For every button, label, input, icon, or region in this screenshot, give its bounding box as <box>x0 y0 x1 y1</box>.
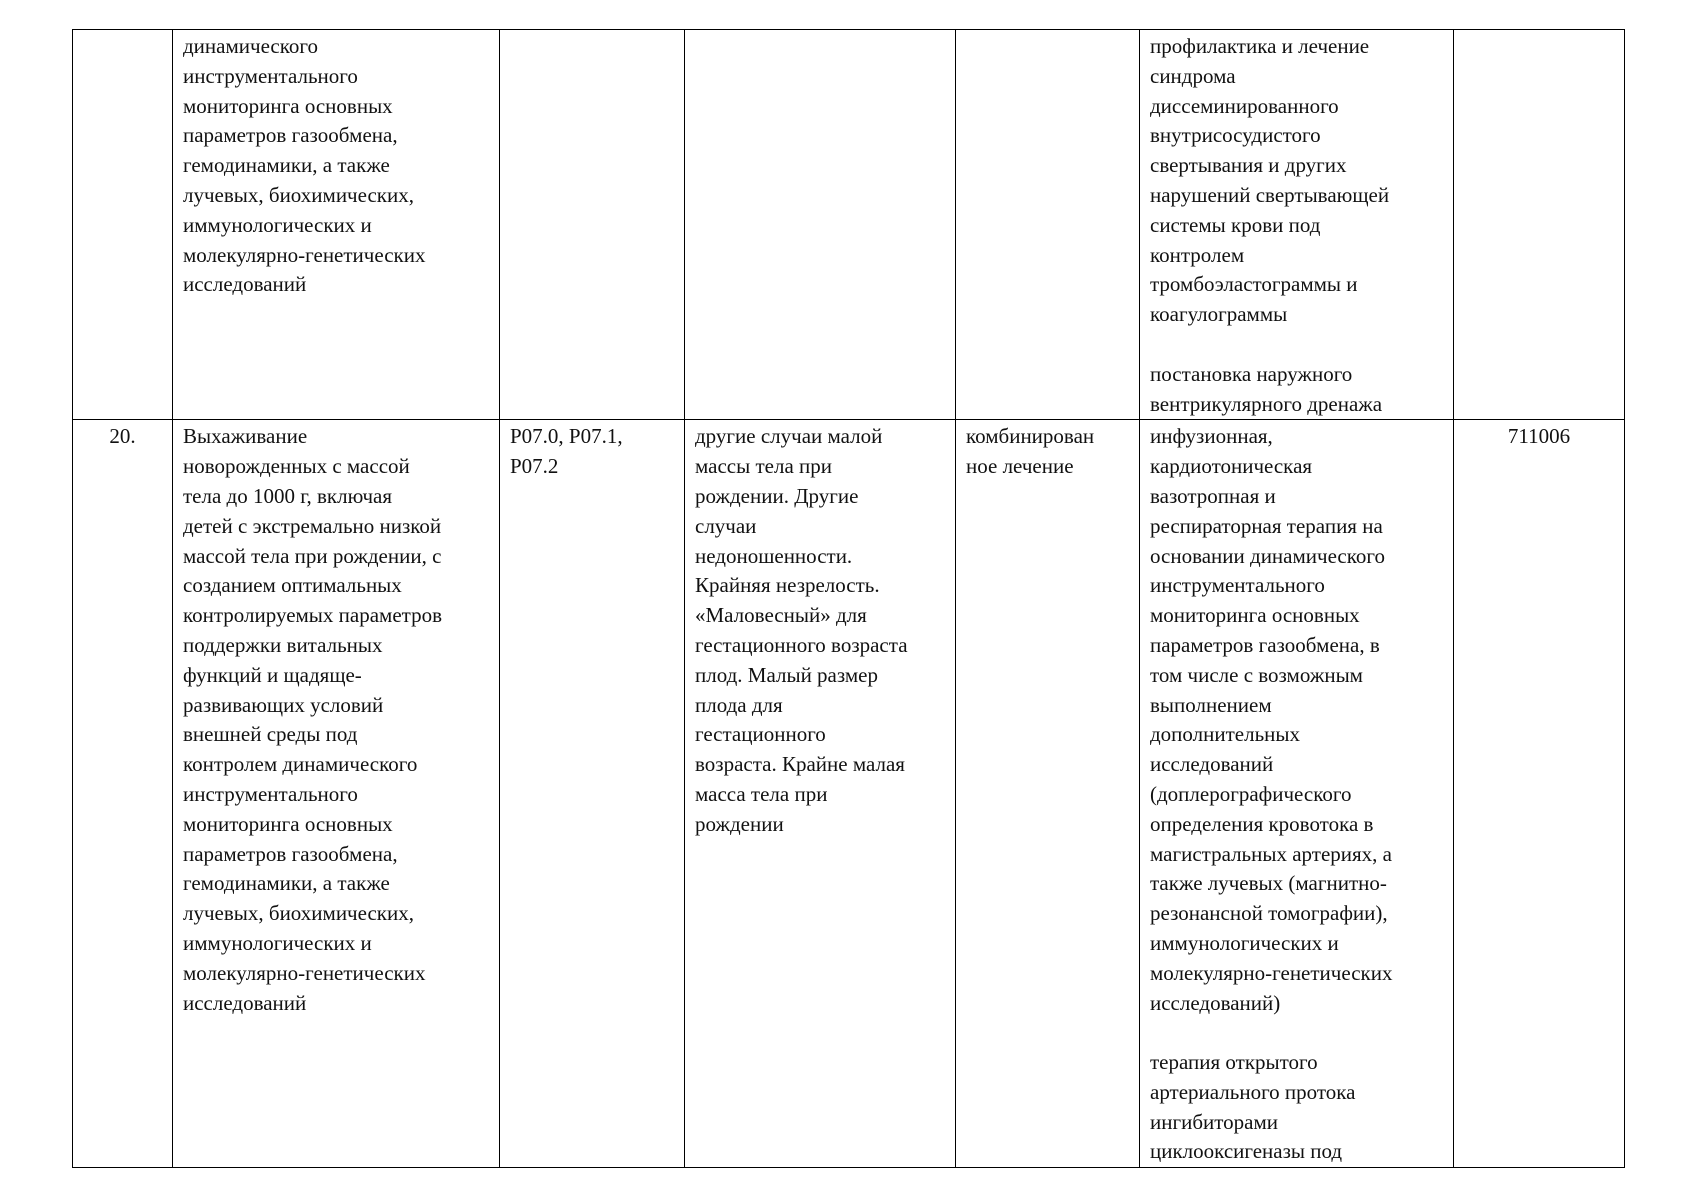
table-row <box>73 420 1625 1168</box>
row-number-cell <box>73 30 173 420</box>
cost-cell: 711006 <box>1454 420 1625 1168</box>
patient-model-cell <box>685 30 956 420</box>
row-number-cell: 20. <box>73 420 173 1168</box>
treatment-type-cell <box>956 30 1140 420</box>
diagnosis-codes-cell: P07.0, P07.1, P07.2 <box>500 420 685 1168</box>
medical-care-table <box>72 29 1625 1168</box>
patient-model-cell: другие случаи малой массы тела при рождении. Другие случаи недоношенности. Крайняя незрелость. «Маловесный» для гестационного возраста плод. Малый размер плода для гестационного возраста. Крайне малая масса тела при рождении <box>685 420 956 1168</box>
table-row <box>73 30 1625 420</box>
treatment-method-cell: профилактика и лечение синдрома диссеминированного внутрисосудистого свертывания и других нарушений свертывающей системы крови под контролем тромбоэластограммы и коагулограммы постановка наружного вентрикулярного дренажа <box>1140 30 1454 420</box>
care-name-cell: Выхаживание новорожденных с массой тела до 1000 г, включая детей с экстремально низкой массой тела при рождении, с созданием оптимальных контролируемых параметров поддержки витальных функций и щадяще- развивающих условий внешней среды под контролем динамического инструментального мониторинга основных параметров газообмена, гемодинамики, а также лучевых, биохимических, иммунологических и молекулярно-генетических исследований <box>173 420 500 1168</box>
cost-cell <box>1454 30 1625 420</box>
diagnosis-codes-cell <box>500 30 685 420</box>
treatment-type-cell: комбинирован ное лечение <box>956 420 1140 1168</box>
care-name-cell: динамического инструментального мониторинга основных параметров газообмена, гемодинамики, а также лучевых, биохимических, иммунологических и молекулярно-генетических исследований <box>173 30 500 420</box>
treatment-method-cell: инфузионная, кардиотоническая вазотропная и респираторная терапия на основании динамического инструментального мониторинга основных параметров газообмена, в том числе с возможным выполнением дополнительных исследований (доплерографического определения кровотока в магистральных артериях, а также лучевых (магнитно- резонансной томографии), иммунологических и молекулярно-генетических исследований) терапия открытого артериального протока ингибиторами циклооксигеназы под <box>1140 420 1454 1168</box>
